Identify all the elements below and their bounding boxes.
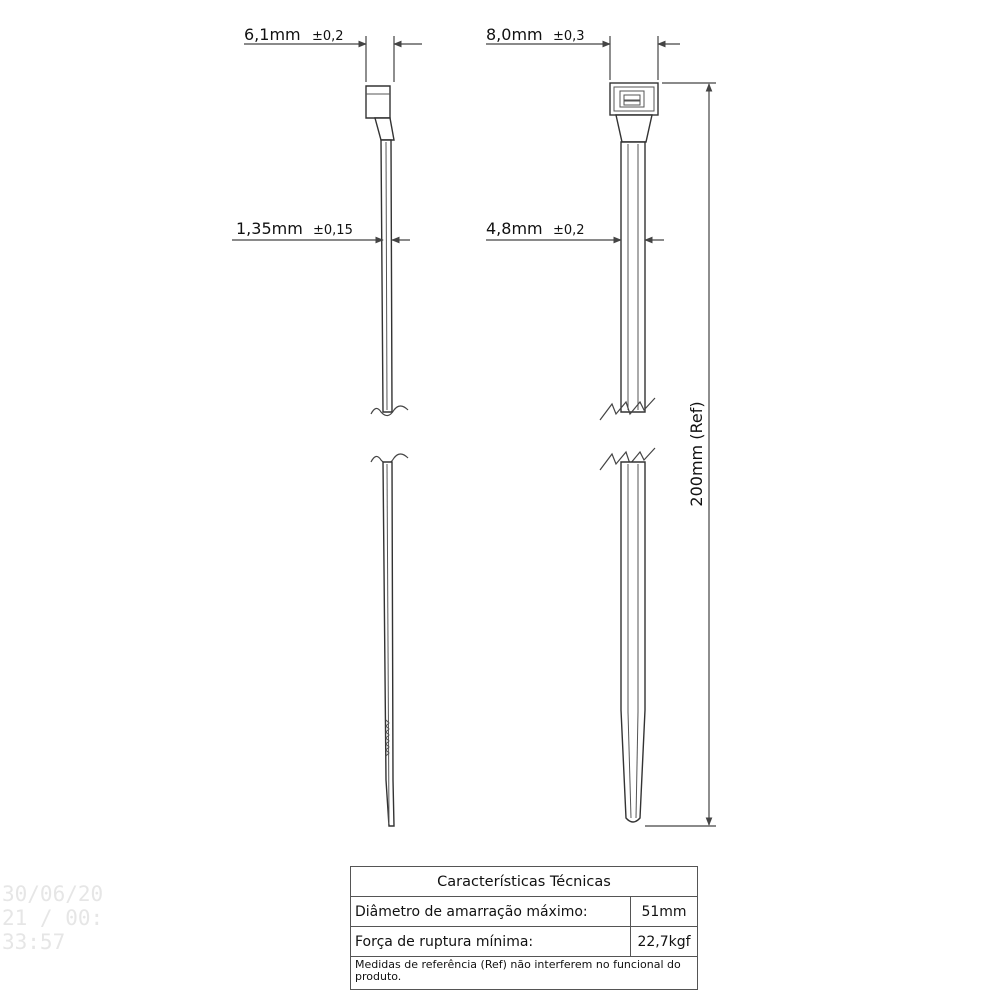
table-row	[351, 897, 698, 927]
front-strap-width-value: 4,8mm	[486, 219, 543, 238]
front-strap-upper	[621, 142, 645, 412]
spec-label: Diâmetro de amarração máximo:	[351, 897, 631, 927]
side-head-width-value: 6,1mm	[244, 25, 301, 44]
total-length-label: 200mm (Ref)	[687, 401, 706, 507]
front-strap-width-tolerance: ±0,2	[553, 223, 585, 238]
specs-table-title: Características Técnicas	[351, 867, 698, 897]
spec-label: Força de ruptura mínima:	[351, 927, 631, 957]
spec-value: 22,7kgf	[631, 927, 698, 957]
front-head-width-value: 8,0mm	[486, 25, 543, 44]
front-head-width-tolerance: ±0,3	[553, 29, 585, 44]
front-head-neck	[616, 115, 652, 142]
front-head	[610, 83, 658, 115]
table-row	[351, 927, 698, 957]
specs-table	[350, 866, 698, 990]
side-head-neck	[375, 118, 394, 140]
specs-table-note: Medidas de referência (Ref) não interferem no funcional do produto.	[351, 957, 698, 990]
side-view	[232, 25, 422, 826]
side-head	[366, 86, 390, 118]
side-head-width-tolerance: ±0,2	[312, 29, 344, 44]
spec-value: 51mm	[631, 897, 698, 927]
front-view	[486, 25, 716, 826]
date-watermark: 30/06/2021 / 00:33:57	[2, 882, 104, 954]
front-strap-lower	[621, 462, 645, 822]
side-strap-thickness-value: 1,35mm	[236, 219, 303, 238]
side-strap-thickness-tolerance: ±0,15	[313, 223, 353, 238]
